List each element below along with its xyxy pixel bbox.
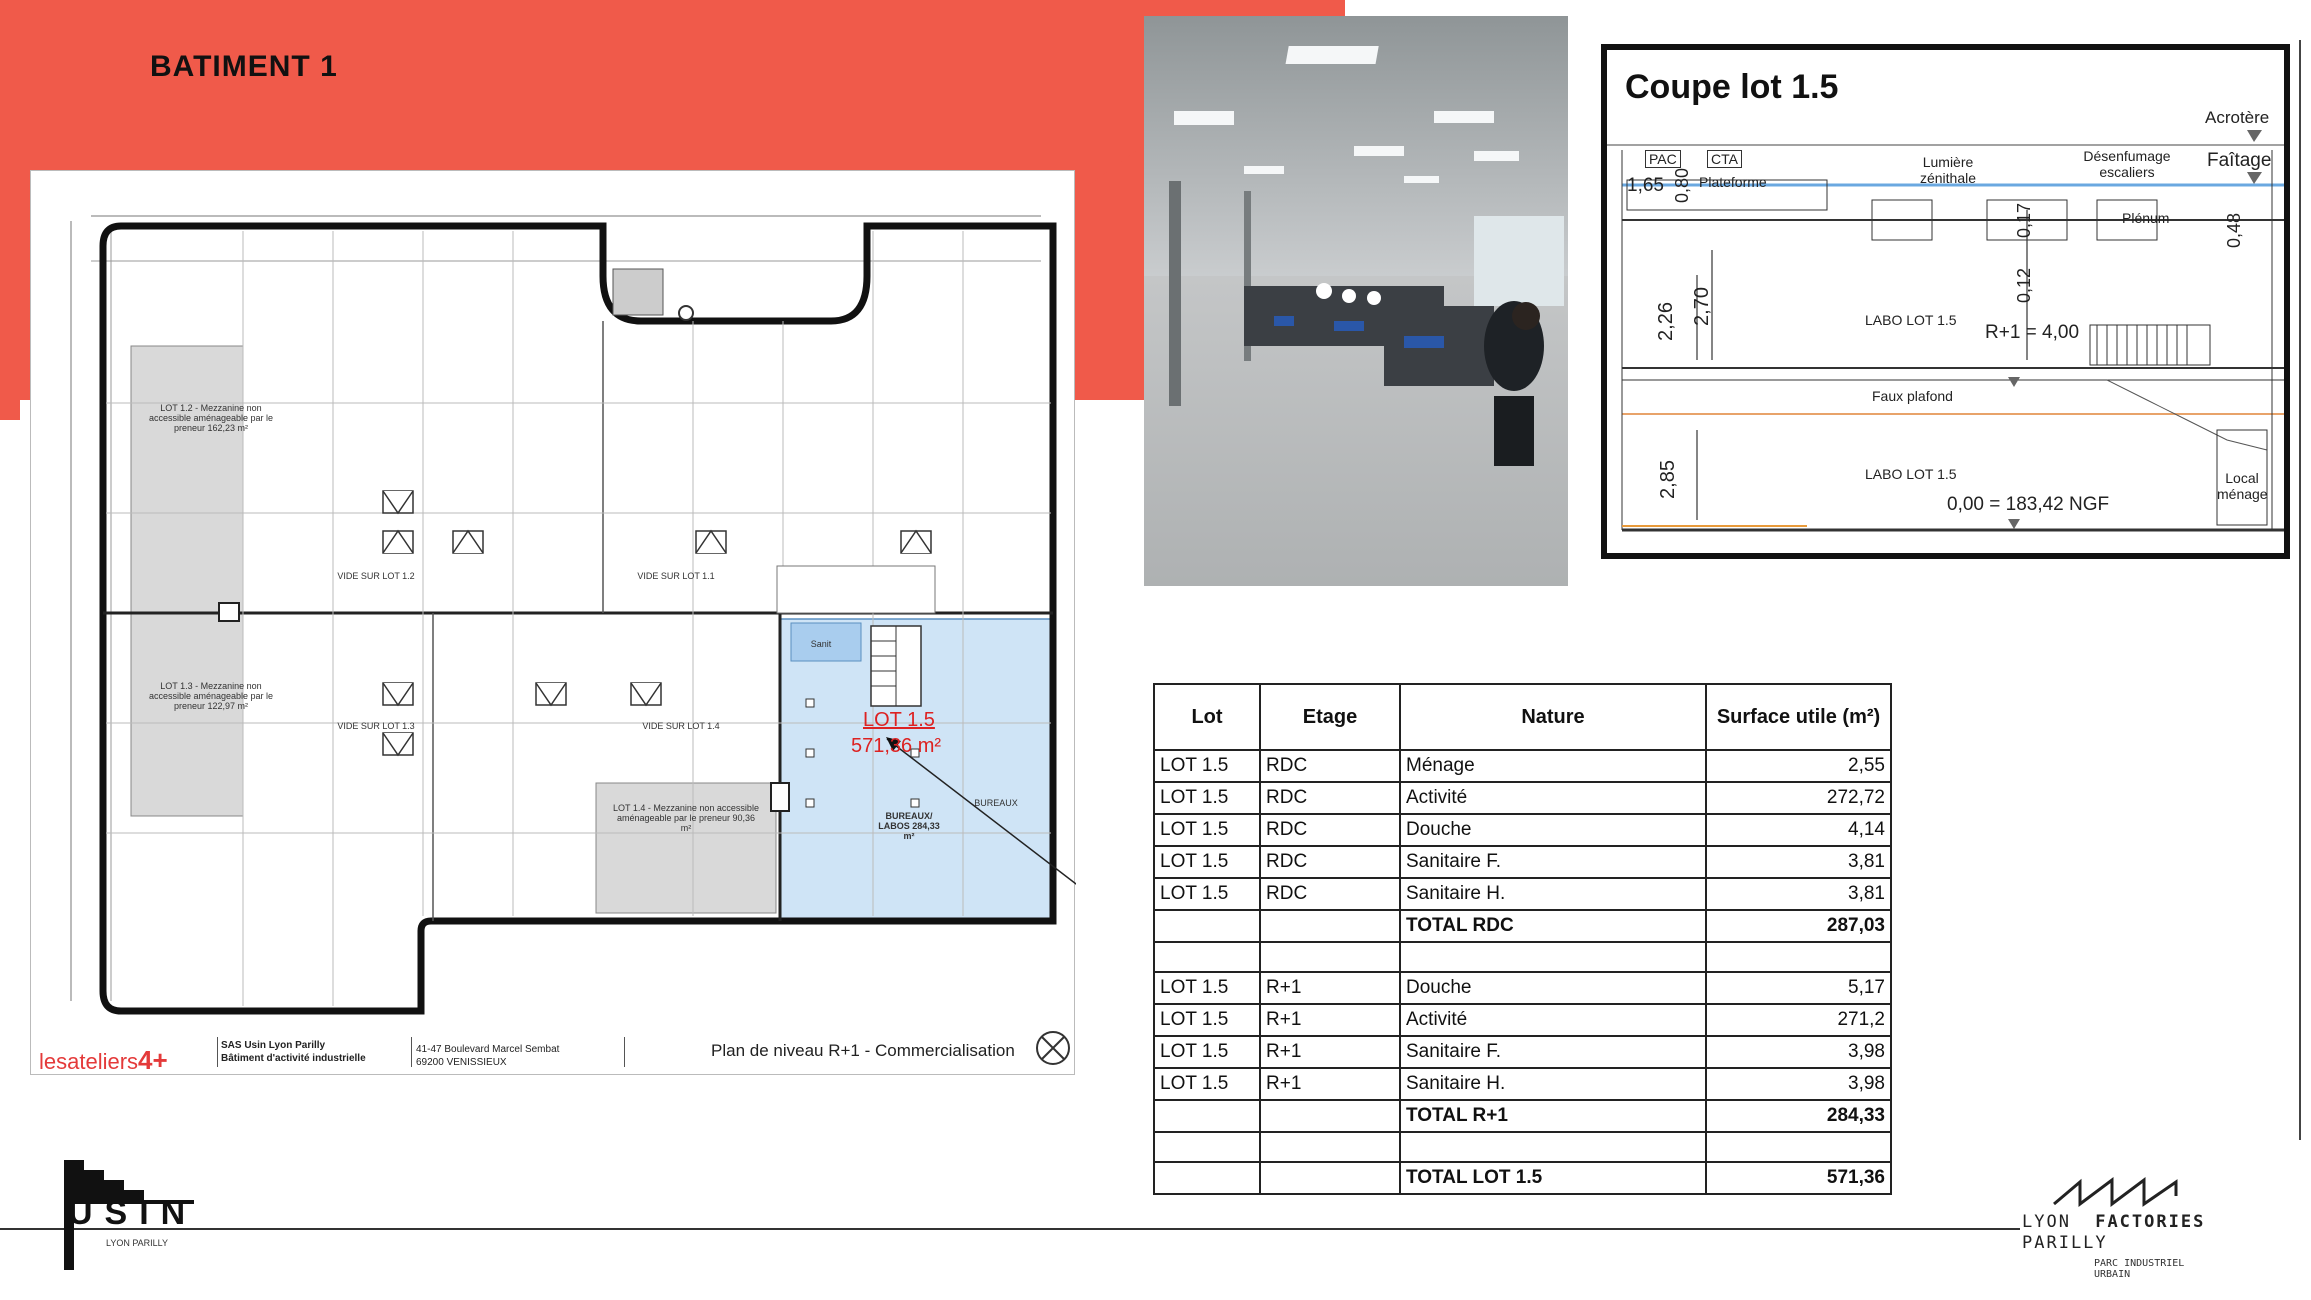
table-header-row [1154, 684, 1891, 750]
table-cell [1154, 942, 1260, 972]
table-cell: LOT 1.5 [1154, 846, 1260, 878]
table-cell: RDC [1260, 878, 1400, 910]
table-cell: LOT 1.5 [1154, 814, 1260, 846]
lyon-factories-line1 [2022, 1212, 2205, 1232]
zone-label: VIDE SUR LOT 1.2 [337, 571, 415, 581]
dimension-label: 2,26 [1654, 302, 1677, 341]
faux-plafond-label: Faux plafond [1872, 388, 1953, 404]
total-r1-row [1154, 1100, 1891, 1132]
table-cell: RDC [1260, 750, 1400, 782]
floor-plan-drawing [31, 171, 1076, 1076]
table-row [1154, 878, 1891, 910]
labo-lower-label: LABO LOT 1.5 [1865, 466, 1957, 482]
table-cell: RDC [1260, 846, 1400, 878]
table-cell: Sanitaire F. [1400, 846, 1706, 878]
dimension-label: 2,85 [1656, 460, 1679, 499]
dimension-label: 0,48 [2224, 212, 2245, 249]
office-photo [1144, 16, 1568, 586]
pac-label: PAC [1645, 150, 1681, 168]
table-cell: R+1 [1260, 1068, 1400, 1100]
table-cell: 4,14 [1706, 814, 1891, 846]
dimension-label: 0,12 [2014, 267, 2035, 304]
spacer-row [1154, 1132, 1891, 1162]
bureaux-label: BUREAUX [974, 798, 1018, 808]
table-cell: 3,81 [1706, 878, 1891, 910]
right-rule [2299, 40, 2301, 1140]
table-cell: Activité [1400, 1004, 1706, 1036]
table-cell: RDC [1260, 782, 1400, 814]
footer-company-name: SAS Usin Lyon Parilly [221, 1040, 326, 1051]
footer-rule [0, 1228, 2020, 1230]
labo-upper-label: LABO LOT 1.5 [1865, 312, 1957, 328]
table-cell: LOT 1.5 [1154, 1068, 1260, 1100]
col-header: Etage [1260, 684, 1400, 750]
plan-caption: Plan de niveau R+1 - Commercialisation [711, 1041, 1015, 1060]
table-row [1154, 1036, 1891, 1068]
table-row [1154, 782, 1891, 814]
table-cell [1706, 942, 1891, 972]
page-title: BATIMENT 1 [150, 50, 338, 83]
office-photo-image [1144, 16, 1568, 586]
footer-company [221, 1039, 366, 1065]
lf-lyon: LYON [2022, 1212, 2071, 1232]
table-cell [1400, 1132, 1706, 1162]
faitage-label: Faîtage [2207, 150, 2272, 171]
table-cell: 3,81 [1706, 846, 1891, 878]
dimension-label: 0,80 [1672, 167, 1693, 204]
table-cell: Activité [1400, 782, 1706, 814]
surface-table [1153, 683, 1892, 1195]
table-cell: LOT 1.5 [1154, 1036, 1260, 1068]
table-cell [1154, 1162, 1260, 1194]
floor-plan [30, 170, 1075, 1075]
lumiere-label: Lumière zénithale [1919, 154, 1977, 186]
table-cell: 272,72 [1706, 782, 1891, 814]
table-cell [1154, 1132, 1260, 1162]
total-value: 571,36 [1706, 1162, 1891, 1194]
zone-label: VIDE SUR LOT 1.4 [642, 721, 720, 731]
footer-divider [217, 1037, 218, 1067]
local-menage-label: Local ménage [2217, 470, 2268, 502]
table-cell: Sanitaire H. [1400, 1068, 1706, 1100]
mezzanine-label: LOT 1.4 - Mezzanine non accessible aménageable par le preneur 90,36 m² [613, 803, 759, 833]
footer-company-sub: Bâtiment d'activité industrielle [221, 1053, 366, 1064]
usin-logo-sub: LYON PARILLY [106, 1238, 169, 1248]
table-cell: R+1 [1260, 972, 1400, 1004]
table-cell [1260, 1132, 1400, 1162]
section-drawing [1601, 44, 2290, 559]
zone-label: VIDE SUR LOT 1.3 [337, 721, 415, 731]
usin-logo-text: USIN [68, 1194, 198, 1232]
table-cell: R+1 [1260, 1036, 1400, 1068]
table-cell [1154, 910, 1260, 942]
table-cell [1706, 1132, 1891, 1162]
total-label: TOTAL RDC [1400, 910, 1706, 942]
sanit-label: Sanit [810, 639, 832, 649]
dimension-label: 1,65 [1627, 175, 1664, 196]
table-cell: LOT 1.5 [1154, 878, 1260, 910]
lot-1-5-area-value: 571,36 m² [851, 735, 942, 757]
table-cell: LOT 1.5 [1154, 782, 1260, 814]
table-row [1154, 814, 1891, 846]
table-row [1154, 972, 1891, 1004]
bureaux-labos-label: BUREAUX/ LABOS 284,33 m² [878, 811, 940, 841]
cta-label: CTA [1707, 150, 1742, 168]
table-cell: RDC [1260, 814, 1400, 846]
lot-1-5-label: LOT 1.5 [863, 709, 935, 731]
table-row [1154, 750, 1891, 782]
section-title: Coupe lot 1.5 [1625, 68, 1839, 106]
table-cell: 3,98 [1706, 1036, 1891, 1068]
col-header: Surface utile (m²) [1706, 684, 1891, 750]
table-cell: 2,55 [1706, 750, 1891, 782]
table-cell: 3,98 [1706, 1068, 1891, 1100]
table-cell [1260, 1162, 1400, 1194]
compass-icon [1036, 1031, 1070, 1065]
spacer-row [1154, 942, 1891, 972]
table-cell [1260, 1100, 1400, 1132]
table-cell: LOT 1.5 [1154, 972, 1260, 1004]
mezzanine-label: LOT 1.3 - Mezzanine non accessible aménageable par le preneur 122,97 m² [148, 681, 274, 711]
plenum-label: Plénum [2122, 210, 2170, 226]
total-lot-row [1154, 1162, 1891, 1194]
total-value: 284,33 [1706, 1100, 1891, 1132]
footer-divider [624, 1037, 625, 1067]
col-header: Lot [1154, 684, 1260, 750]
total-rdc-row [1154, 910, 1891, 942]
footer-divider [411, 1037, 412, 1067]
ateliers-logo [39, 1045, 168, 1076]
acrotere-label: Acrotère [2205, 108, 2270, 127]
table-cell: Douche [1400, 972, 1706, 1004]
lf-parilly: PARILLY [2022, 1233, 2108, 1253]
lf-factories: FACTORIES [2095, 1212, 2206, 1232]
lf-sub: PARC INDUSTRIEL URBAIN [2094, 1258, 2185, 1280]
col-header: Nature [1400, 684, 1706, 750]
table-cell: Ménage [1400, 750, 1706, 782]
table-cell: Sanitaire H. [1400, 878, 1706, 910]
table-cell [1154, 1100, 1260, 1132]
footer-city: 69200 VENISSIEUX [416, 1057, 507, 1068]
table-cell: R+1 [1260, 1004, 1400, 1036]
ngf-label: 0,00 = 183,42 NGF [1947, 494, 2110, 515]
footer-street: 41-47 Boulevard Marcel Sembat [416, 1044, 560, 1055]
total-value: 287,03 [1706, 910, 1891, 942]
table-row [1154, 1068, 1891, 1100]
table-row [1154, 1004, 1891, 1036]
table-cell: Douche [1400, 814, 1706, 846]
table-cell: 5,17 [1706, 972, 1891, 1004]
dimension-label: 0,17 [2014, 202, 2035, 239]
footer-address [416, 1043, 559, 1069]
table-cell: LOT 1.5 [1154, 1004, 1260, 1036]
table-cell: Sanitaire F. [1400, 1036, 1706, 1068]
table-cell [1260, 942, 1400, 972]
dimension-label: 2,70 [1690, 287, 1713, 326]
ateliers-logo-brand: lesateliers [39, 1049, 139, 1074]
total-label: TOTAL R+1 [1400, 1100, 1706, 1132]
table-cell: 271,2 [1706, 1004, 1891, 1036]
table-cell: LOT 1.5 [1154, 750, 1260, 782]
r1-level-label: R+1 = 4,00 [1985, 322, 2080, 343]
ateliers-logo-suffix: 4+ [138, 1045, 168, 1075]
table-row [1154, 846, 1891, 878]
zone-label: VIDE SUR LOT 1.1 [637, 571, 715, 581]
table-cell [1400, 942, 1706, 972]
table-cell [1260, 910, 1400, 942]
desenfumage-label: Désenfumage escaliers [2083, 148, 2171, 180]
plateforme-label: Plateforme [1699, 174, 1767, 190]
mezzanine-label: LOT 1.2 - Mezzanine non accessible aménageable par le preneur 162,23 m² [148, 403, 274, 433]
total-label: TOTAL LOT 1.5 [1400, 1162, 1706, 1194]
